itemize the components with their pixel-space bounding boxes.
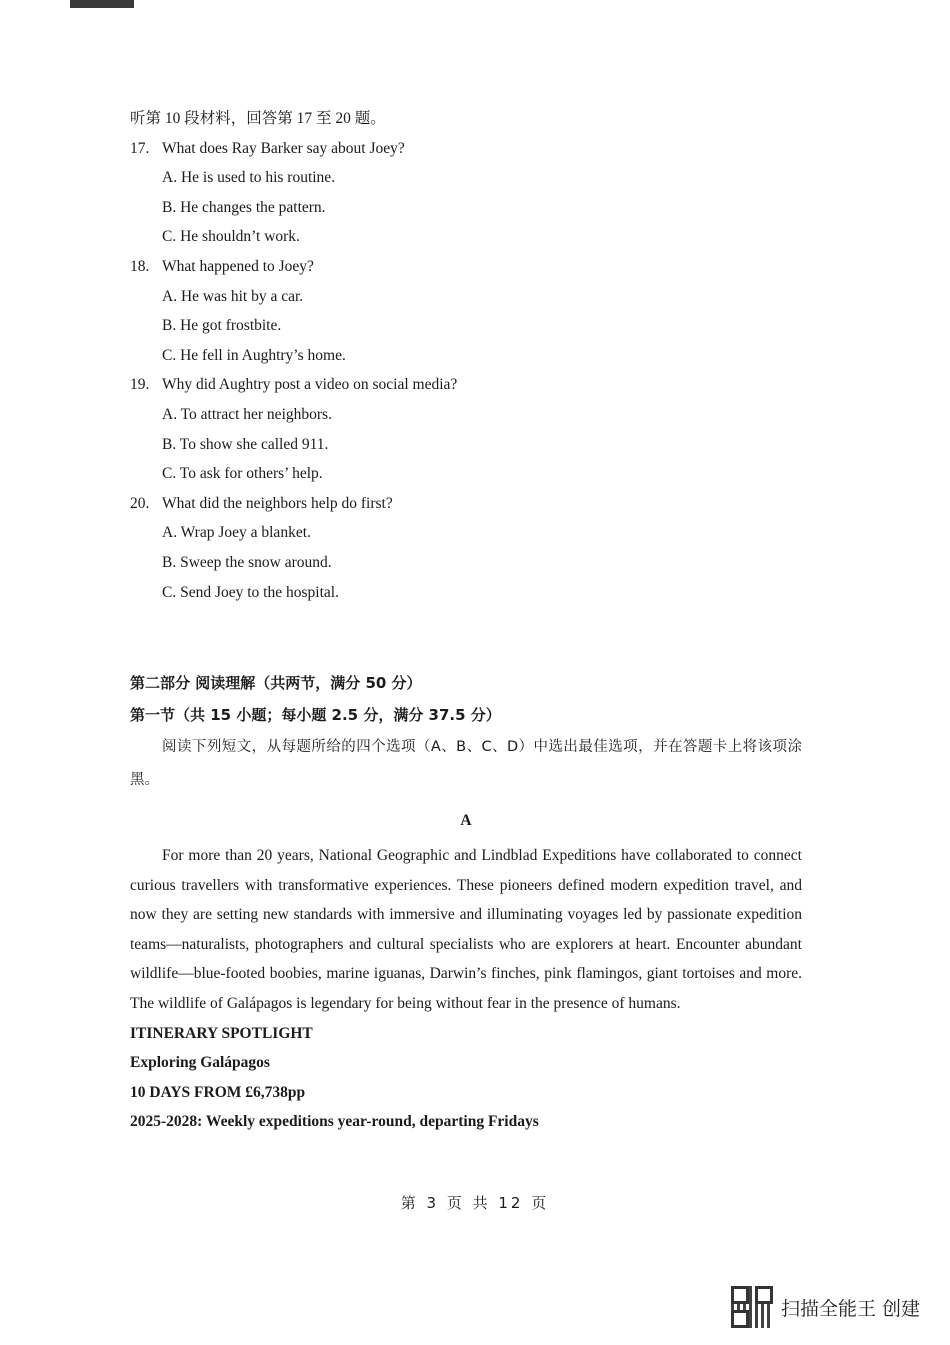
question-number: 18. <box>130 257 150 275</box>
passage-paragraph: For more than 20 years, National Geographic and Lindblad Expeditions have collaborated to connect curious travellers with transformative experiences. These pioneers defined modern expedition travel, and now they are setting new standards with immersive and illuminating voyages led by passionate expedition teams—naturalists, photographers and cultural specialists who are explorers at heart. Encounter abundant wildlife—blue-footed boobies, marine iguanas, Darwin’s finches, pink flamingos, giant tortoises and more. The wildlife of Galápagos is legendary for being without fear in the presence of humans. <box>130 847 802 1013</box>
answer-option: C. To ask for others’ help. <box>162 465 323 483</box>
question-number: 20. <box>130 494 150 512</box>
question-list <box>130 134 802 608</box>
answer-option: A. Wrap Joey a blanket. <box>162 524 311 542</box>
page-number: 第 3 页 共 12 页 <box>400 1194 550 1212</box>
question-18 <box>130 252 802 282</box>
scanner-watermark <box>731 1286 920 1328</box>
answer-option: C. He fell in Aughtry’s home. <box>162 346 346 364</box>
question-20 <box>130 489 802 519</box>
question-19 <box>130 370 802 400</box>
qr-code-icon <box>731 1286 773 1328</box>
answer-option: B. He changes the pattern. <box>162 198 326 216</box>
itinerary-schedule: 2025-2028: Weekly expeditions year-round, departing Fridays <box>130 1113 539 1131</box>
passage-title: A <box>460 812 472 830</box>
answer-option: C. Send Joey to the hospital. <box>162 583 339 601</box>
exam-page <box>130 104 802 1137</box>
scan-edge-mark <box>70 0 134 8</box>
answer-option: A. He is used to his routine. <box>162 169 336 187</box>
listening-instruction: 听第 10 段材料，回答第 17 至 20 题。 <box>130 110 386 127</box>
answer-option: B. Sweep the snow around. <box>162 553 332 571</box>
itinerary-price: 10 DAYS FROM £6,738pp <box>130 1083 306 1101</box>
question-17 <box>130 134 802 164</box>
question-number: 17. <box>130 139 150 157</box>
watermark-text: 扫描全能王 创建 <box>780 1297 920 1320</box>
itinerary-name: Exploring Galápagos <box>130 1054 270 1072</box>
question-text: Why did Aughtry post a video on social media? <box>162 376 458 394</box>
answer-option: A. He was hit by a car. <box>162 287 304 305</box>
answer-option: C. He shouldn’t work. <box>162 228 300 246</box>
answer-option: B. He got frostbite. <box>162 317 282 335</box>
part2-heading: 第二部分 阅读理解（共两节，满分 50 分） <box>130 674 422 693</box>
reading-instruction: 阅读下列短文，从每题所给的四个选项（A、B、C、D）中选出最佳选项，并在答题卡上将该项涂黑。 <box>130 739 802 789</box>
answer-option: B. To show she called 911. <box>162 435 329 453</box>
question-number: 19. <box>130 376 150 394</box>
question-text: What did the neighbors help do first? <box>162 494 393 512</box>
itinerary-spotlight: ITINERARY SPOTLIGHT <box>130 1024 313 1042</box>
section1-heading: 第一节（共 15 小题；每小题 2.5 分，满分 37.5 分） <box>130 706 501 725</box>
question-text: What happened to Joey? <box>162 257 314 275</box>
question-text: What does Ray Barker say about Joey? <box>162 139 405 157</box>
answer-option: A. To attract her neighbors. <box>162 405 332 423</box>
